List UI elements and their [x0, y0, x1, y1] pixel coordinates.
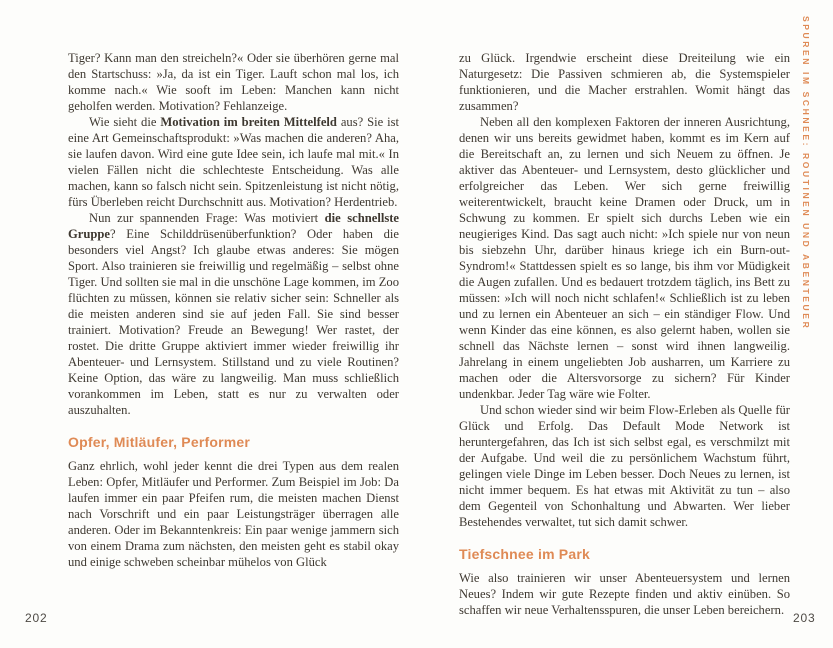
paragraph: Wie sieht die Motivation im breiten Mittelfeld aus? Sie ist eine Art Gemeinschaftsprodukt: »Was machen die anderen? Aha, sie laufen davon. Wird eine gute Idee sein, ich laufe mal mit.« In vielen Fällen nicht die schlechteste Entscheidung. Was alle machen, kann so falsch nicht sein. Spitzenleistung ist nicht nötig, fürs Überleben reicht Durchschnitt aus. Motivation? Herdentrieb. [68, 115, 399, 209]
right-text-column [459, 50, 790, 618]
page-number-right: 203 [793, 611, 816, 625]
section-heading: Opfer, Mitläufer, Performer [68, 434, 251, 450]
section-heading: Tiefschnee im Park [459, 546, 590, 562]
page-number-left: 202 [25, 611, 48, 625]
paragraph: Ganz ehrlich, wohl jeder kennt die drei Typen aus dem realen Leben: Opfer, Mitläufer und Performer. Zum Beispiel im Job: Da laufen immer ein paar Pfeifen rum, die meisten machen Dienst nach Vorschrift und ein paar Leistungsträger überragen alle anderen. Oder im Bekanntenkreis: Ein paar wenige jammern sich von einem Drama zum nächsten, den meisten geht es stabil okay und einige schweben scheinbar mühelos von Glück [68, 459, 399, 569]
paragraph: Nun zur spannenden Frage: Was motiviert die schnellste Gruppe? Eine Schilddrüsenüberfunktion? Oder haben die besonders viel Angst? Ich glaube etwas anderes: Sie mögen Sport. Also trainieren sie freiwillig und regelmäßig – selbst ohne Tiger. Und sollten sie mal in die unschöne Lage kommen, im Zoo flüchten zu müssen, können sie relativ sicher sein: Schneller als die meisten anderen sind sie auf jeden Fall. Sie sind besser trainiert. Motivation? Freude an Bewegung! Wer rastet, der rostet. Die dritte Gruppe aktiviert immer wieder freiwillig ihr Abenteuer- und Lernsystem. Stillstand und zu viele Routinen? Keine Option, das wäre zu langweilig. Man muss schließlich vorankommen im Leben, statt es nur zu verwalten oder auszuhalten. [68, 211, 400, 417]
paragraph: Wie also trainieren wir unser Abenteuersystem und lernen Neues? Indem wir gute Rezepte finden und aktiv einüben. So schaffen wir neue Verhaltensspuren, die unser Leben bereichern. [459, 571, 790, 617]
paragraph: zu Glück. Irgendwie erscheint diese Dreiteilung wie ein Naturgesetz: Die Passiven schmieren ab, die Systemspieler funktionieren, und die Macher erstrahlen. Womit hängt das zusammen? [459, 51, 790, 113]
paragraph: Neben all den komplexen Faktoren der inneren Ausrichtung, denen wir uns bereits gewidmet haben, kommt es im Kern auf die Bereitschaft an, zu lernen und sich Neuem zu öffnen. Je aktiver das Abenteuer- und Lernsystem, desto glücklicher und erfolgreicher das Leben. Wer sich gerne freiwillig weiterentwickelt, braucht keine Dramen oder Druck, um in Schwung zu kommen. Er spielt sich durchs Leben wie ein neugieriges Kind. Das sagt auch nicht: »Ich spiele nur von neun bis siebzehn Uhr, darüber hinaus kriege ich ein Burn-out-Syndrom!« Stattdessen spielt es so lange, bis ihm vor Müdigkeit die Augen zufallen. Und es bedauert trotzdem täglich, ins Bett zu müssen: »Ich will noch nicht schlafen!« Schließlich ist zu leben und zu lernen ein Abenteuer an sich – ein ständiger Flow. Und wenn Kinder das eine können, es also gelernt haben, wollen sie schnell das Nächste lernen – sonst wird ihnen langweilig. Jahrelang in einem ungeliebten Job ausharren, um Karriere zu machen oder die Altersvorsorge zu sichern? Für Kinder undenkbar. Jeder Tag wäre wie Folter. [459, 115, 790, 401]
paragraph: Tiger? Kann man den streicheln?« Oder sie überhören gerne mal den Startschuss: »Ja, da ist ein Tiger. Lauft schon mal los, ich komme nach.« Wie sooft im Leben: Manchen kann nicht geholfen werden. Motivation? Fehlanzeige. [68, 51, 399, 113]
chapter-marker-vertical: SPUREN IM SCHNEE: ROUTINEN UND ABENTEUER [801, 16, 811, 331]
paragraph: Und schon wieder sind wir beim Flow-Erleben als Quelle für Glück und Erfolg. Das Default Mode Network ist heruntergefahren, das Ich ist sich selbst egal, es verschmilzt mit der Aufgabe. Und weil die zu persönlichem Wachstum führt, gelingen viele Dinge im Leben besser. Doch Neues zu lernen, ist nicht immer bequem. Es hat etwas mit Aktivität zu tun – also dem Gegenteil von Schonhaltung und Abwarten. Wer lieber Bestehendes verwaltet, tut sich damit schwer. [459, 403, 790, 529]
